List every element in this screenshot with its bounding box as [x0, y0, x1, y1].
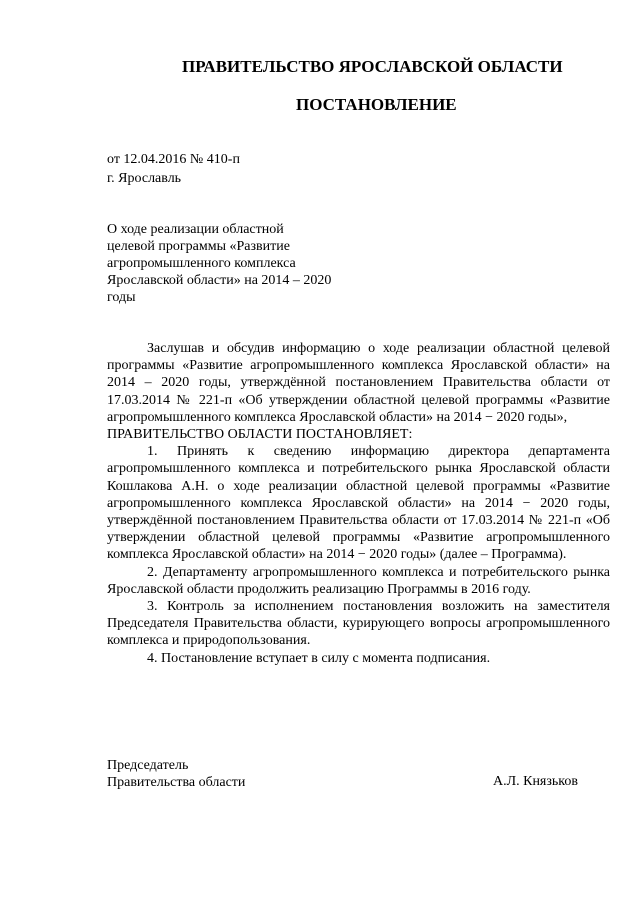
- signatory-title-line-2: Правительства области: [107, 775, 246, 790]
- preamble-paragraph: Заслушав и обсудив информацию о ходе реализации областной целевой программы «Развитие агропромышленного комплекса Ярославской области» на 2014 – 2020 годы, утверждённой постановлением Правительства области от 17.03.2014 № 221-п «Об утверждении областной целевой программы «Развитие агропромышленного комплекса Ярославской области» на 2014 − 2020 годы»,: [107, 341, 610, 425]
- resolution-item-1: 1. Принять к сведению информацию директора департамента агропромышленного комплекса и потребительского рынка Ярославской области Кошлакова А.Н. о ходе реализации областной целевой программы «Развитие агропромышленного комплекса Ярославской области» на 2014 − 2020 годы, утверждённой постановлением Правительства области от 17.03.2014 № 221-п «Об утверждении областной целевой программы «Развитие агропромышленного комплекса Ярославской области» на 2014 − 2020 годы» (далее – Программа).: [107, 444, 610, 563]
- document-type-title: ПОСТАНОВЛЕНИЕ: [296, 95, 457, 114]
- date-number: от 12.04.2016 № 410-п: [107, 152, 240, 167]
- resolution-item-4: 4. Постановление вступает в силу с момента подписания.: [147, 650, 491, 666]
- document-subject: О ходе реализации областной целевой программы «Развитие агропромышленного комплекса Ярославской области» на 2014 – 2020 годы: [107, 222, 332, 305]
- resolution-item-3: 3. Контроль за исполнением постановления возложить на заместителя Председателя Правительства области, курирующего вопросы агропромышленного комплекса и природопользования.: [107, 599, 610, 649]
- signature-block: [107, 757, 245, 791]
- organization-title: ПРАВИТЕЛЬСТВО ЯРОСЛАВСКОЙ ОБЛАСТИ: [182, 57, 563, 76]
- document-body: [107, 340, 610, 667]
- signatory-title-line-1: Председатель: [107, 758, 189, 773]
- resolution-item-2: 2. Департаменту агропромышленного комплекса и потребительского рынка Ярославской области продолжить реализацию Программы в 2016 году.: [107, 564, 610, 597]
- city: г. Ярославль: [107, 171, 182, 186]
- document-meta: [107, 150, 240, 188]
- signatory-name: А.Л. Князьков: [493, 774, 578, 789]
- resolves-line: ПРАВИТЕЛЬСТВО ОБЛАСТИ ПОСТАНОВЛЯЕТ:: [107, 427, 413, 443]
